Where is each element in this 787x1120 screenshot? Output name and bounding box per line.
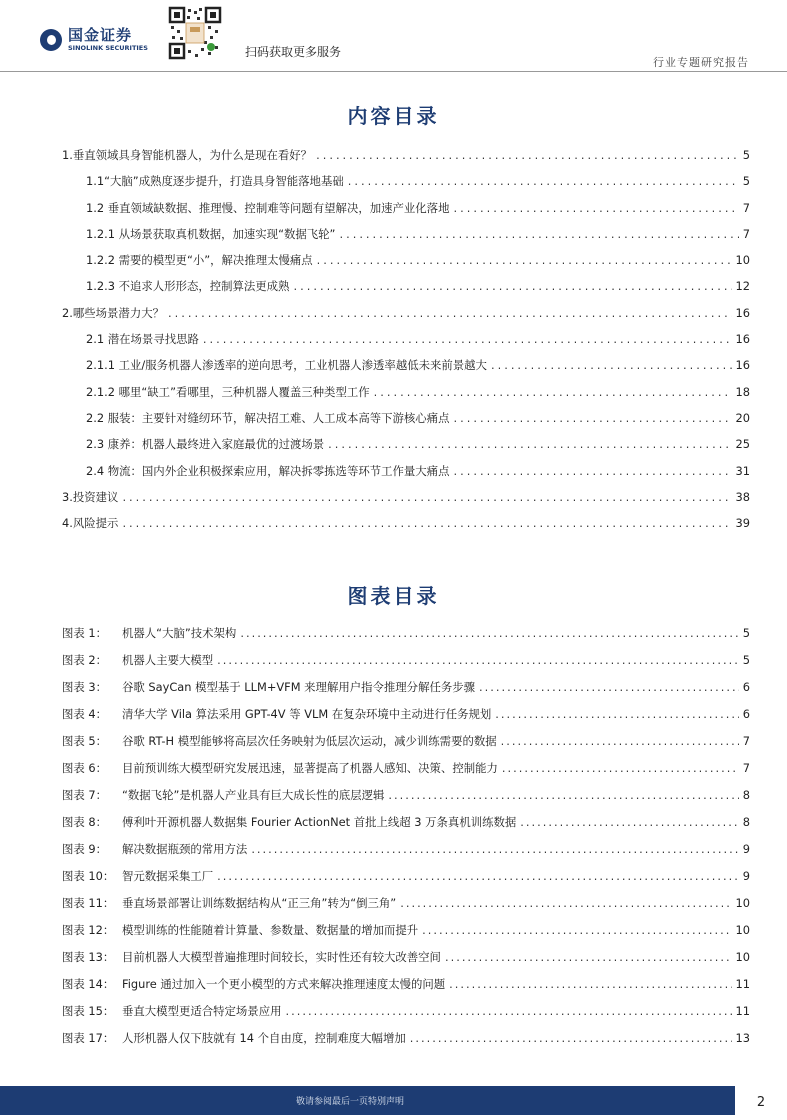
- toc-entry-page: 12: [735, 279, 750, 294]
- dot-leader: [293, 279, 731, 293]
- figure-entry[interactable]: [62, 1003, 750, 1030]
- dot-leader: [122, 516, 731, 530]
- toc-entry-page: 16: [735, 358, 750, 373]
- figure-entry-page: 9: [742, 869, 750, 883]
- toc-entry-title: 2.4 物流：国内外企业积极探索应用，解决拆零拣选等环节工作量大痛点: [86, 463, 450, 478]
- figure-entry-page: 8: [742, 788, 750, 802]
- dot-leader: [491, 358, 732, 372]
- toc-entry[interactable]: [62, 278, 750, 304]
- toc-entry[interactable]: [62, 436, 750, 462]
- figure-entry-page: 13: [735, 1031, 750, 1045]
- page-footer: [0, 1086, 787, 1115]
- toc-entry-page: 38: [735, 489, 750, 504]
- figure-entry-title: 智元数据采集工厂: [122, 869, 214, 883]
- figure-entry-page: 10: [735, 950, 750, 964]
- figure-entry-title: Figure 通过加入一个更小模型的方式来解决推理速度太慢的问题: [122, 977, 446, 991]
- figure-entry-title: 清华大学 Vila 算法采用 GPT-4V 等 VLM 在复杂环境中主动进行任务规划: [122, 707, 492, 721]
- dot-leader: [203, 332, 732, 346]
- figure-entry-title: 机器人“大脑”技术架构: [122, 626, 237, 640]
- figure-entry-title: “数据飞轮”是机器人产业具有巨大成长性的底层逻辑: [122, 788, 385, 802]
- figure-entry-title: 目前预训练大模型研究发展迅速，显著提高了机器人感知、决策、控制能力: [122, 761, 498, 775]
- figure-entry-title: 傅利叶开源机器人数据集 Fourier ActionNet 首批上线超 3 万条真机训练数据: [122, 815, 517, 829]
- header-divider: [0, 71, 787, 72]
- toc-entry-title: 2.哪些场景潜力大？: [62, 305, 164, 320]
- page-header: [0, 0, 787, 70]
- dot-leader: [502, 761, 739, 775]
- toc-entry[interactable]: [62, 305, 750, 331]
- figure-entry[interactable]: [62, 625, 750, 652]
- toc-entry-title: 1.垂直领域具身智能机器人，为什么是现在看好？: [62, 148, 313, 162]
- dot-leader: [388, 788, 738, 802]
- toc-entry-title: 1.2.3 不追求人形形态，控制算法更成熟: [86, 279, 290, 294]
- toc-entry[interactable]: [62, 410, 750, 436]
- dot-leader: [520, 815, 738, 829]
- figure-entry-label: 图表 9：: [62, 842, 108, 856]
- toc-entry-title: 2.1.2 哪里“缺工”看哪里，三种机器人覆盖三种类型工作: [86, 384, 370, 399]
- toc-entry-title: 2.1.1 工业/服务机器人渗透率的逆向思考，工业机器人渗透率越低未来前景越大: [86, 358, 487, 373]
- logo-name-en: SINOLINK SECURITIES: [68, 44, 148, 52]
- toc-entry-page: 18: [735, 384, 750, 399]
- figure-entry-label: 图表 3：: [62, 680, 108, 694]
- figure-entry[interactable]: [62, 895, 750, 922]
- toc-entry-page: 20: [735, 410, 750, 425]
- figure-entry-label: 图表 2：: [62, 653, 108, 667]
- toc-entry-title: 2.3 康养：机器人最终进入家庭最优的过渡场景: [86, 437, 325, 452]
- figure-entry-label: 图表 4：: [62, 707, 108, 721]
- figure-entry[interactable]: [62, 949, 750, 976]
- figure-entry[interactable]: [62, 652, 750, 679]
- toc-entry[interactable]: [62, 173, 750, 199]
- figure-entry-page: 5: [742, 653, 750, 667]
- figure-entry-label: 图表 13：: [62, 950, 115, 964]
- toc-entry-page: 25: [735, 437, 750, 452]
- figure-entry-label: 图表 5：: [62, 734, 108, 748]
- toc-entry-page: 10: [735, 253, 750, 268]
- dot-leader: [479, 680, 739, 694]
- figure-entry-title: 谷歌 SayCan 模型基于 LLM+VFM 来理解用户指令推理分解任务步骤: [122, 680, 476, 694]
- toc-entry-title: 1.2 垂直领域缺数据、推理慢、控制难等问题有望解决，加速产业化落地: [86, 200, 450, 215]
- footer-disclaimer: 敬请参阅最后一页特别声明: [295, 1097, 404, 1107]
- figure-entry-page: 5: [742, 626, 750, 640]
- toc-entry[interactable]: [62, 147, 750, 173]
- figure-entry-page: 6: [742, 707, 750, 721]
- dot-leader: [348, 174, 739, 188]
- dot-leader: [453, 201, 738, 215]
- dot-leader: [453, 411, 731, 425]
- qr-code-icon[interactable]: [168, 6, 222, 60]
- figure-entry-title: 解决数据瓶颈的常用方法: [122, 842, 248, 856]
- dot-leader: [495, 707, 738, 721]
- figure-entry[interactable]: [62, 868, 750, 895]
- dot-leader: [240, 626, 738, 640]
- figure-entry[interactable]: [62, 787, 750, 814]
- toc-entry[interactable]: [62, 463, 750, 489]
- dot-leader: [422, 923, 731, 937]
- dot-leader: [122, 490, 731, 504]
- toc-entry[interactable]: [62, 489, 750, 515]
- figure-entry[interactable]: [62, 679, 750, 706]
- figure-entry-title: 人形机器人仅下肢就有 14 个自由度，控制难度大幅增加: [122, 1031, 406, 1045]
- toc-entry[interactable]: [62, 226, 750, 252]
- figure-entry-label: 图表 17：: [62, 1031, 115, 1045]
- figure-entry-page: 8: [742, 815, 750, 829]
- toc-entry-page: 16: [735, 305, 750, 320]
- figure-entry[interactable]: [62, 733, 750, 760]
- figure-entry-label: 图表 6：: [62, 761, 108, 775]
- toc-entry-title: 1.2.1 从场景获取真机数据，加速实现“数据飞轮”: [86, 226, 336, 241]
- toc-title: 内容目录: [347, 104, 440, 128]
- figure-entry-label: 图表 10：: [62, 869, 115, 883]
- sinolink-logo: [40, 28, 148, 52]
- logo-name-cn: 国金证券: [68, 26, 133, 44]
- toc-entry-page: 16: [735, 332, 750, 347]
- toc-entry[interactable]: [62, 200, 750, 226]
- dot-leader: [501, 734, 739, 748]
- figure-entry-page: 7: [742, 734, 750, 748]
- figure-entry-title: 垂直大模型更适合特定场景应用: [122, 1004, 282, 1018]
- figure-entry[interactable]: [62, 976, 750, 1003]
- figure-entry[interactable]: [62, 706, 750, 733]
- toc-entry[interactable]: [62, 331, 750, 357]
- figure-entry-label: 图表 14：: [62, 977, 115, 991]
- figure-entry-page: 10: [735, 896, 750, 910]
- toc-entry-page: 7: [742, 226, 750, 241]
- toc-entry-page: 5: [742, 148, 750, 162]
- logo-mark-icon: [40, 29, 62, 51]
- dot-leader: [410, 1031, 732, 1045]
- figure-entry-label: 图表 11：: [62, 896, 115, 910]
- dot-leader: [400, 896, 731, 910]
- figure-entry[interactable]: [62, 814, 750, 841]
- figure-list: [62, 625, 750, 1057]
- figure-entry-page: 11: [735, 1004, 750, 1018]
- figure-entry-page: 6: [742, 680, 750, 694]
- dot-leader: [449, 977, 731, 991]
- page-number: 2: [735, 1086, 787, 1115]
- dot-leader: [328, 437, 731, 451]
- table-of-contents: [62, 147, 750, 541]
- figure-list-title: 图表目录: [347, 584, 440, 608]
- toc-entry-title: 2.1 潜在场景寻找思路: [86, 332, 199, 347]
- figure-entry-label: 图表 8：: [62, 815, 108, 829]
- figure-entry-title: 垂直场景部署让训练数据结构从“正三角”转为“倒三角”: [122, 896, 397, 910]
- toc-entry-title: 4.风险提示: [62, 516, 119, 531]
- figure-entry-title: 谷歌 RT-H 模型能够将高层次任务映射为低层次运动，减少训练需要的数据: [122, 734, 497, 748]
- figure-entry-title: 机器人主要大模型: [122, 653, 214, 667]
- figure-entry-title: 目前机器人大模型普遍推理时间较长，实时性还有较大改善空间: [122, 950, 441, 964]
- toc-entry[interactable]: [62, 252, 750, 278]
- figure-entry-page: 11: [735, 977, 750, 991]
- toc-entry[interactable]: [62, 357, 750, 383]
- dot-leader: [317, 253, 732, 267]
- dot-leader: [339, 227, 738, 241]
- figure-entry-label: 图表 15：: [62, 1004, 115, 1018]
- figure-entry-page: 10: [735, 923, 750, 937]
- toc-entry-title: 3.投资建议: [62, 489, 119, 504]
- toc-entry-page: 5: [742, 174, 750, 189]
- figure-entry-page: 7: [742, 761, 750, 775]
- toc-entry-page: 31: [735, 463, 750, 478]
- toc-entry-title: 1.1“大脑”成熟度逐步提升，打造具身智能落地基础: [86, 174, 344, 189]
- dot-leader: [374, 385, 732, 399]
- figure-entry-label: 图表 12：: [62, 923, 115, 937]
- dot-leader: [217, 869, 739, 883]
- report-type-label: 行业专题研究报告: [653, 56, 749, 69]
- qr-caption: 扫码获取更多服务: [245, 45, 342, 59]
- dot-leader: [453, 464, 731, 478]
- figure-entry[interactable]: [62, 1030, 750, 1057]
- figure-entry-page: 9: [742, 842, 750, 856]
- figure-entry[interactable]: [62, 922, 750, 949]
- figure-entry[interactable]: [62, 841, 750, 868]
- dot-leader: [168, 306, 732, 320]
- toc-entry-title: 2.2 服装：主要针对缝纫环节，解决招工难、人工成本高等下游核心痛点: [86, 410, 450, 425]
- toc-entry-page: 39: [735, 516, 750, 531]
- dot-leader: [217, 653, 739, 667]
- toc-entry[interactable]: [62, 515, 750, 541]
- dot-leader: [316, 148, 739, 162]
- dot-leader: [285, 1004, 731, 1018]
- toc-entry-title: 1.2.2 需要的模型更“小”，解决推理太慢痛点: [86, 253, 313, 268]
- dot-leader: [445, 950, 732, 964]
- toc-entry[interactable]: [62, 384, 750, 410]
- figure-entry-label: 图表 7：: [62, 788, 108, 802]
- toc-entry-page: 7: [742, 200, 750, 215]
- figure-entry[interactable]: [62, 760, 750, 787]
- figure-entry-label: 图表 1：: [62, 626, 108, 640]
- dot-leader: [251, 842, 738, 856]
- figure-entry-title: 模型训练的性能随着计算量、参数量、数据量的增加而提升: [122, 923, 419, 937]
